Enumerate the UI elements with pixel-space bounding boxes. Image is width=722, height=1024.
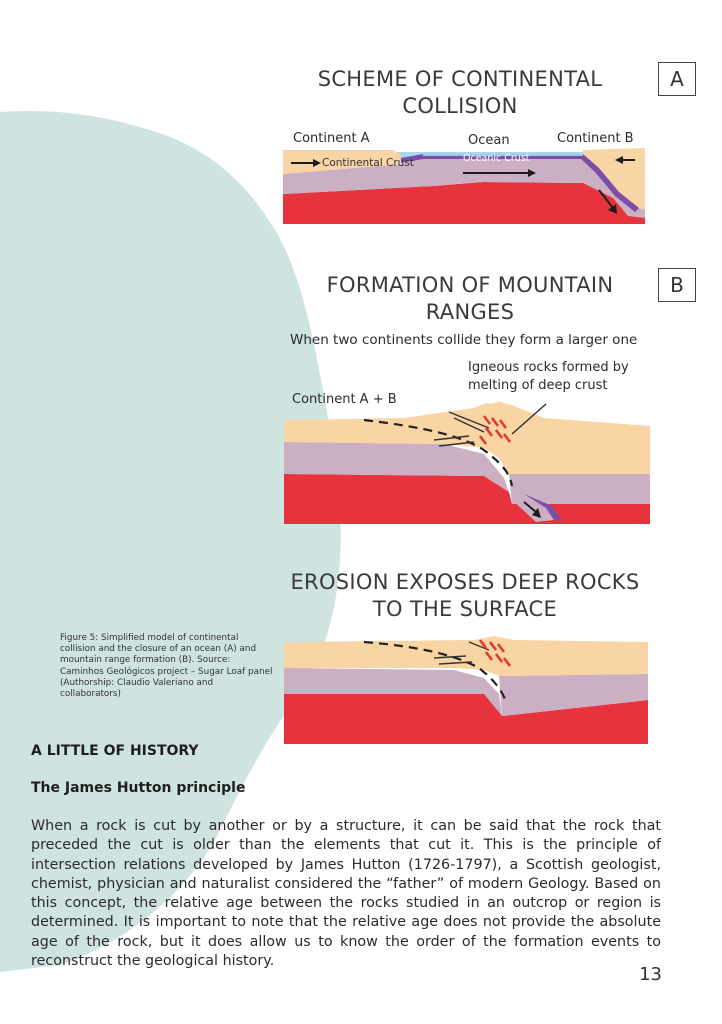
subheading: The James Hutton principle — [31, 780, 246, 796]
panel-a-title: SCHEME OF CONTINENTAL COLLISION — [317, 67, 603, 118]
panel-c-title: EROSION EXPOSES DEEP ROCKS TO THE SURFACE — [290, 570, 640, 621]
ocean-label: Ocean — [468, 133, 510, 148]
panel-b-diagram — [284, 396, 650, 524]
continental-crust-label: Continental Crust — [322, 157, 414, 169]
oceanic-crust-label: Oceanic Crust — [463, 153, 530, 164]
page-number: 13 — [639, 964, 662, 985]
continent-ab-label: Continent A + B — [292, 392, 397, 407]
section-heading: A LITTLE OF HISTORY — [31, 743, 199, 759]
panel-c-diagram — [284, 636, 648, 744]
igneous-rocks-label: Igneous rocks formed by melting of deep crust — [468, 360, 629, 393]
continent-a-label: Continent A — [293, 131, 370, 146]
panel-b-badge: B — [658, 268, 696, 302]
body-paragraph: When a rock is cut by another or by a structure, it can be said that the rock that preceded the cut is older than the elements that cut it. This is the principle of intersection relations developed by James Hutton (1726-1797), a Scottish geologist, chemist, physician and naturalist considered the “father” of modern Geology. Based on this concept, the relative age between the rocks studied in an outcrop or region is determined. It is important to note that the relative age does not provide the absolute age of the rock, but it does allow us to know the order of the formation events to reconstruct the geological history. — [31, 818, 661, 970]
continent-b-label: Continent B — [557, 131, 634, 146]
panel-b-title: FORMATION OF MOUNTAIN RANGES — [326, 273, 614, 324]
panel-a-badge: A — [658, 62, 696, 96]
panel-b-subtitle: When two continents collide they form a larger one — [290, 332, 638, 348]
figure-caption: Figure 5: Simplified model of continental collision and the closure of an ocean (A) and mountain range formation (B). Source: Caminhos Geológicos project – Sugar Loaf panel (Authorship: Claudio Valeriano and collaborators) — [60, 633, 273, 700]
